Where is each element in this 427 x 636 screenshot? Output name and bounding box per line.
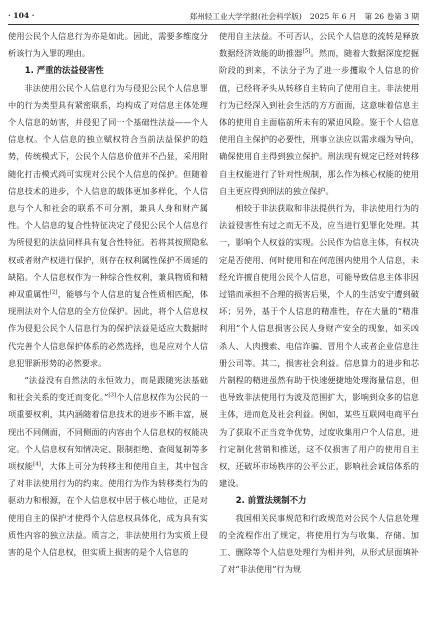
issue-date: 2025 年 6 月 <box>309 12 357 21</box>
paragraph <box>8 80 208 372</box>
right-column <box>219 28 419 632</box>
running-header <box>8 6 419 25</box>
paragraph-text: 个人信息权作为公民的一项重要权利，其内涵随着信息技术的进步不断丰富，展现出不同侧面，不同侧面的内容由个人信息权的权能决定。个人信息权有知情决定、限制拒绝、查阅复制等多项权能 <box>8 392 208 472</box>
paragraph: 我国相关民事规范和行政规范对公民个人信息处理的全流程作出了规定，将使用行为与收集、存储、加工、删除等个人信息处理行为相并列，从形式层面填补了对“非法使用”行为规 <box>219 512 419 575</box>
paragraph-text: “法益没有自然法的永恒效力，而是跟随宪法基础和社会关系的变迁而变化。” <box>8 375 208 403</box>
paragraph <box>8 372 208 561</box>
paragraph <box>219 28 419 200</box>
paragraph: 相较于非法获取和非法提供行为，非法使用行为的法益侵害性有过之而无不及，应当进行犯罪化处理。其一，影响个人权益的实现。公民作为信息主体，有权决定是否使用、何时使用和在何范围内使用个人信息，未经允许擅自使用公民个人信息，可能导致信息主体非因过错而承担不合理的损害后果，个人的生活安宁遭到破坏；另外，基于个人信息的精准性，存在大量的“精准利用”个人信息损害公民人身财产安全的现象，如买凶杀人、人肉搜索、电信诈骗、冒用个人或者企业信息注册公司等。其二，损害社会利益。信息算力的进步和芯片制程的精进虽然有助于快速便捷地处理海量信息，但也导致非法使用行为波及范围扩大，影响到众多的信息主体，进而危及社会利益。例如，某些互联网电商平台为了获取不正当竞争优势，过度收集用户个人信息，进行定制化营销和推送，这不仅损害了用户的使用自主权，还破坏市场秩序的公平公正，影响社会诚信体系的建设。 <box>219 203 419 489</box>
section-heading: 2. 前置法规制不力 <box>235 495 307 506</box>
paragraph: 使用公民个人信息行为亦是如此。因此，需要多维度分析该行为入罪的理由。 <box>8 31 208 59</box>
citation-ref: [4] <box>33 461 41 468</box>
section-heading: 1. 严重的法益侵害性 <box>24 65 104 76</box>
journal-info <box>182 11 419 22</box>
paragraph-text: 非法使用公民个人信息行为与侵犯公民个人信息罪中的行为类型具有紧密联系，均构成了对信息主体处理个人信息的妨害，并侵犯了同一个基础性法益——个人信息权。个人信息的独立赋权符合当前法益保护的趋势，传统模式下，公民个人信息价值并不凸显，采用附随化打击模式尚可实现对公民个人信息的保护。但随着信息技术的进步，个人信息的载体更加多样化，个人信息与个人和社会的联系不可分割，兼具人身和财产属性。个人信息的复合性特征决定了侵犯公民个人信息行为所侵犯的法益同样具有复合性特征。若将其按照隐私权或者财产权进行保护，则存在权利属性保护不周延的缺陷。个人信息权作为一种综合性权利，兼具物质和精神双重属性 <box>8 82 208 300</box>
left-column <box>8 28 208 632</box>
citation-ref: [5] <box>302 48 311 55</box>
paragraph-text: ，能够与个人信息的复合性质相匹配，体现刑法对个人信息的全方位保护。因此，将个人信息权作为侵犯公民个人信息行为的保护法益是适应大数据时代完善个人信息保护体系的必然选择，也是应对个人信息犯罪新形势的必然要求。 <box>8 289 208 368</box>
citation-ref: [3] <box>108 392 117 399</box>
paragraph-text: ，大体上可分为转移主和使用自主，其中包含了对非法使用行为的约束。使用行为作为转移类行为的驱动力和根源，在个人信息权中居于核心地位，正是对使用自主的保护才使得个人信息权具体化，成为具有实质性内容的独立法益。质言之，非法使用行为实质上侵害的是个人信息权，但实质上损害的是个人信息的 <box>8 461 208 558</box>
page-number: · 104 · <box>8 11 35 20</box>
paragraph-text: 。然而，随着大数据深度挖掘阶段的到来，不法分子为了进一步攫取个人信息的价值，已经将矛头从转移自主转向了使用自主。非法使用行为已经深入到社会生活的方方面面，这意味着信息主体的使用自主面临前所未有的紧迫风险。鉴于个人信息使用自主保护的必要性，刑事立法应以需求端为导向，确保使用自主得到独立保护。刑法现有规定已经对转移自主权能进行了针对性规制，那么作为核心权能的使用自主更应得到刑法的独立保护。 <box>219 48 419 196</box>
volume-issue: 第 26 卷第 3 期 <box>364 12 419 21</box>
citation-ref: [2] <box>49 289 58 296</box>
journal-title: 郑州轻工业大学学报(社会科学版) <box>189 12 302 21</box>
paragraph-text: 使用自主法益。不可否认，公民个人信息的流转是释放数据经济效能的助推器 <box>219 31 419 59</box>
